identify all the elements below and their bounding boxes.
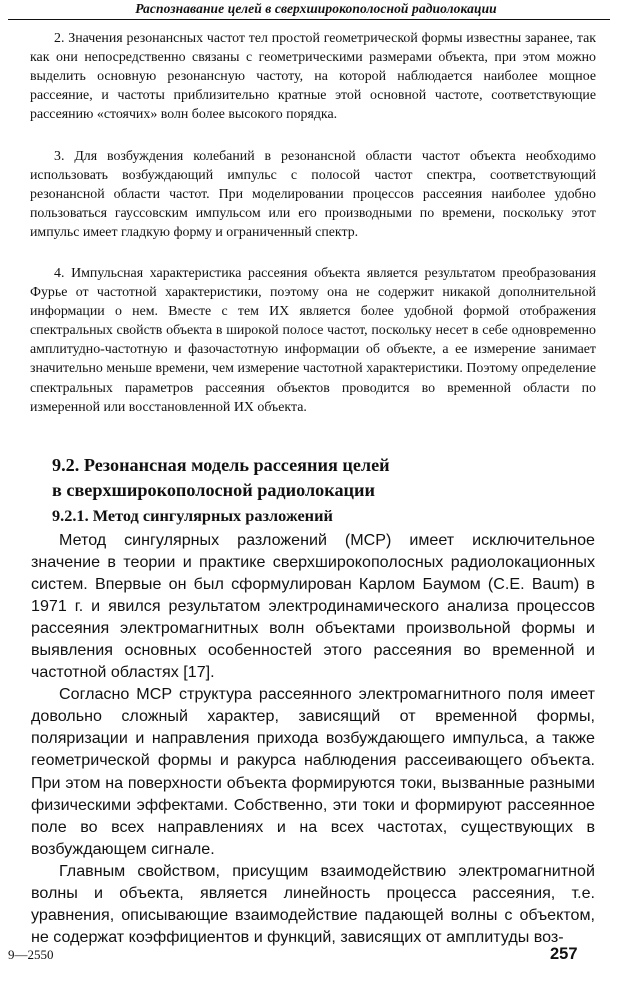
list-item-4	[30, 264, 596, 417]
header-rule	[8, 19, 610, 20]
page-number: 257	[550, 945, 578, 963]
printer-signature: 9—2550	[8, 947, 54, 962]
running-header: Распознавание целей в сверхширокополосной радиолокации	[135, 1, 497, 16]
section-title	[52, 453, 592, 503]
subsection-title: 9.2.1. Метод сингулярных разложений	[52, 506, 333, 525]
list-item-2	[30, 29, 596, 124]
body-paragraph-3: Главным свойством, присущим взаимодействию электромагнитной волны и объекта, является линейность процесса рассеяния, т.е. уравнения, описывающие взаимодействие падающей волны с объектом, не содержат коэффициентов и функций, зависящих от амплитуды воз-	[31, 861, 595, 946]
body-text	[31, 529, 595, 948]
list-item-2-text: 2. Значения резонансных частот тел простой геометрической формы известны заранее, так как они непосредственно связаны с геометрическими размерами объекта, при этом можно выделить основную резонансную частоту, на которой наблюдается наиболее мощное рассеяние, и частоты приблизительно кратные этой основной частоте, соответствующие рассеянию «стоячих» волн более высокого порядка.	[30, 31, 596, 123]
section-title-line-1: 9.2. Резонансная модель рассеяния целей	[52, 455, 390, 475]
section-title-line-2: в сверхширокополосной радиолокации	[52, 480, 375, 500]
list-item-3-text: 3. Для возбуждения колебаний в резонансной области частот объекта необходимо использовать возбуждающий импульс с полосой частот спектра, соответствующий резонансной области частот. При моделировании процессов рассеяния наиболее удобно пользоваться гауссовским импульсом или его производными по времени, поскольку этот импульс имеет гладкую форму и ограниченный спектр.	[30, 149, 596, 241]
list-item-4-text: 4. Импульсная характеристика рассеяния объекта является результатом преобразования Фурье от частотной характеристики, поэтому она не содержит никакой дополнительной информации о нем. Вместе с тем ИХ является более удобной формой отображения спектральных свойств объекта в широкой полосе частот, поскольку несет в себе одновременно амплитудно-частотную и фазочастотную информации об объекте, а ее измерение занимает значительно меньше времени, чем измерение частотной характеристики. Поэтому определение спектральных параметров рассеяния объектов проводится во временной области по измеренной или восстановленной ИХ объекта.	[30, 266, 596, 415]
body-paragraph-1: Метод сингулярных разложений (МСР) имеет исключительное значение в теории и практике сверхширокополосных радиолокационных систем. Впервые он был сформулирован Карлом Баумом (C.E. Baum) в 1971 г. и явился результатом электродинамического анализа процессов рассеяния электромагнитных волн объектами произвольной формы и выявления основных особенностей этого рассеяния во временной и частотной областях [17].	[31, 531, 595, 682]
list-item-3	[30, 147, 596, 242]
body-paragraph-2: Согласно МСР структура рассеянного электромагнитного поля имеет довольно сложный характер, зависящий от временной формы, поляризации и направления прихода возбуждающего импульса, а также геометрической формы и ракурса наблюдения рассеивающего объекта. При этом на поверхности объекта формируются токи, вызванные разными физическими эффектами. Собственно, эти токи и формируют рассеянное поле во всех направлениях и на всех частотах, существующих в возбуждающем сигнале.	[31, 685, 595, 858]
